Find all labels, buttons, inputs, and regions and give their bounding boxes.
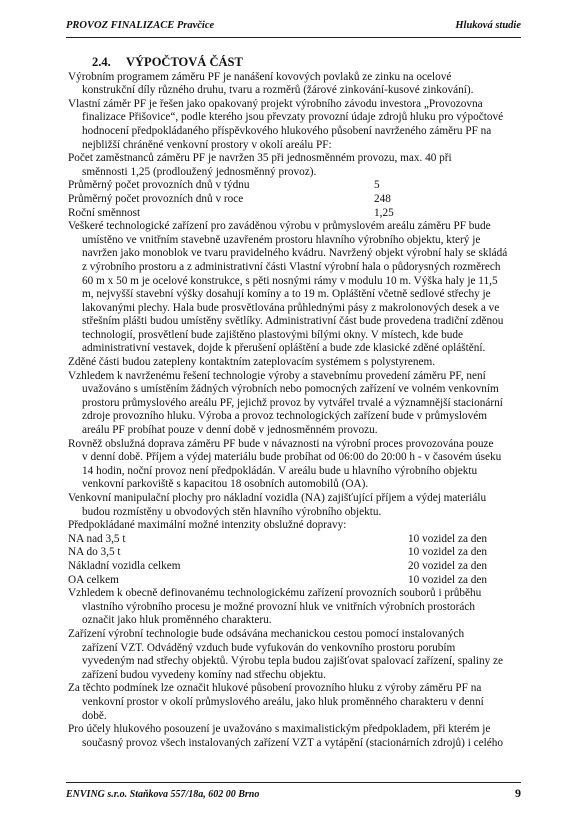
header-rule xyxy=(66,37,521,38)
traffic-row: Nákladní vozidla celkem 20 vozidel za den xyxy=(68,559,488,572)
section-heading xyxy=(92,56,525,70)
header-project: PROVOZ FINALIZACE Pravčice xyxy=(66,20,215,31)
traffic-row: NA do 3,5 t 10 vozidel za den xyxy=(68,546,488,559)
paragraph-insulation: Zděné části budou zatepleny kontaktním zateplovacím systémem s polystyrenem. xyxy=(68,356,436,369)
paragraph-noise-sources: Vzhledem k navrženému řešení technologie výroby a stavebnímu provedení záměru PF, není uvažováno s umístěním žádných výrobních nebo pomocných zařízení ve volném venkovním prostoru průmyslového areálu PF, jejichž provoz by vytvářel trvalé a významnější stacionární zdroje provozního hluku. Výroba a provoz technologických zařízení bude v průmyslovém areálu PF probíhat pouze v denní době v jednosměnném provozu. xyxy=(68,369,503,437)
traffic-row: OA celkem 10 vozidel za den xyxy=(68,573,488,586)
paragraph-employees: Počet zaměstnanců záměru PF je navržen 35 při jednosměnném provozu, max. 40 při směnnosti 1,25 (prodloužený jednosměnný provoz). xyxy=(68,152,452,178)
paragraph-noise-character: Vzhledem k obecně definovanému technologickému zařízení provozních souborů i průběhu vlastního výrobního procesu je možné provozní hluk ve vnitřních výrobních prostorách označit jako hluk proměnného charakteru. xyxy=(68,587,482,627)
paragraph-conditions: Za těchto podmínek lze označit hlukové působení provozního hluku z výroby záměru PF na venkovní prostor v okolí průmyslového areálu, jako hluk proměnného charakteru v denní době. xyxy=(68,682,484,722)
paragraph-assessment: Pro účely hlukového posouzení je uvažováno s maximalistickým předpokladem, při kterém je současný provoz všech instalovaných zařízení VZT a vytápění (stacionárních zdrojů) i celého xyxy=(68,723,503,749)
section-number: 2.4. xyxy=(92,55,111,69)
footer-company: ENVING s.r.o. Staňkova 557/18a, 602 00 Brno xyxy=(66,789,260,800)
traffic-row: NA nad 3,5 t 10 vozidel za den xyxy=(68,532,488,545)
page-footer xyxy=(66,786,521,802)
page-header xyxy=(66,20,521,36)
operation-row: Roční směnnost 1,25 xyxy=(68,206,394,219)
paragraph-ventilation: Zařízení výrobní technologie bude odsávána mechanickou cestou pomocí instalovaných zařízení VZT. Odváděný vzduch bude vyfukován do venkovního prostoru porubím vyvedeným nad střechy objektů. Výrobu tepla budou zajišťovat spalovací zařízení, spaliny ze zařízení budou vyvedeny komíny nad střechu objektu. xyxy=(68,627,504,681)
paragraph-handling-areas: Venkovní manipulační plochy pro nákladní vozidla (NA) zajišťující příjem a výdej materiálu budou rozmístěny u obvodových stěn hlavního výrobního objektu. xyxy=(68,492,487,518)
traffic-table xyxy=(68,533,525,587)
header-doc-type: Hluková studie xyxy=(455,20,521,31)
operation-table xyxy=(68,179,525,220)
operation-row: Průměrný počet provozních dnů v týdnu 5 xyxy=(68,179,380,192)
paragraph-project: Vlastní záměr PF je řešen jako opakovaný projekt výrobního závodu investora „Provozovna finalizace Přišovice“, podle kterého jsou převzaty provozní údaje zdrojů hluku pro výpočtové hodnocení předpokládaného příspěvkového hlukového působení navrženého záměru PF na nejbližší chráněné venkovní prostory v okolí areálu PF: xyxy=(68,97,504,151)
document-body xyxy=(68,56,525,750)
paragraph-production-program: Výrobním programem záměru PF je nanášení kovových povlaků ze zinku na ocelové konstrukční díly různého druhu, tvaru a rozměrů (žárové zinkování-kusové zinkování). xyxy=(68,70,474,97)
paragraph-service-traffic: Rovněž obslužná doprava záměru PF bude v návaznosti na výrobní proces provozována pouze v denní době. Příjem a výdej materiálu bude probíhat od 06:00 do 20:00 h - v časovém úseku 14 hodin, noční provoz není předpokládán. V areálu bude u hlavního výrobního objektu venkovní parkoviště s kapacitou 18 osobních automobilů (OA). xyxy=(68,437,502,491)
section-title: VÝPOČTOVÁ ČÁST xyxy=(126,55,243,69)
operation-row: Průměrný počet provozních dnů v roce 248 xyxy=(68,192,391,205)
footer-rule xyxy=(66,782,521,783)
paragraph-technology: Veškeré technologické zařízení pro zaváděnou výrobu v průmyslovém areálu záměru PF bude umístěno ve vnitřním stavebně uzavřeném prostoru hlavního výrobního objektu, který je navržen jako monoblok ve tvaru pravidelného kvádru. Navržený objekt výrobní haly se skládá z výrobního prostoru a z administrativní části Vlastní výrobní hala o půdorysných rozměrech 60 m x 50 m je ocelové konstrukce, s pěti nosnými rámy v modulu 10 m. Výška haly je 11,5 m, nejvyšší stavební výšky dosahují komíny a to 19 m. Opláštění včetně sedlové střechy je lakovanými plechy. Hala bude prosvětlována průhlednými pásy z makrolonových desek a ve střešním plášti budou umístěny světlíky. Administrativní část bude provedena tradiční zděnou technologií, prosvětlení bude zajištěno plastovými bílými okny. V místech, kde bude administrativní vestavek, dojde k přerušení opláštění a bude zde klasické zděné opláštění. xyxy=(68,220,508,355)
traffic-intro: Předpokládané maximální možné intenzity obslužné dopravy: xyxy=(68,519,347,532)
page-number: 9 xyxy=(515,786,521,800)
